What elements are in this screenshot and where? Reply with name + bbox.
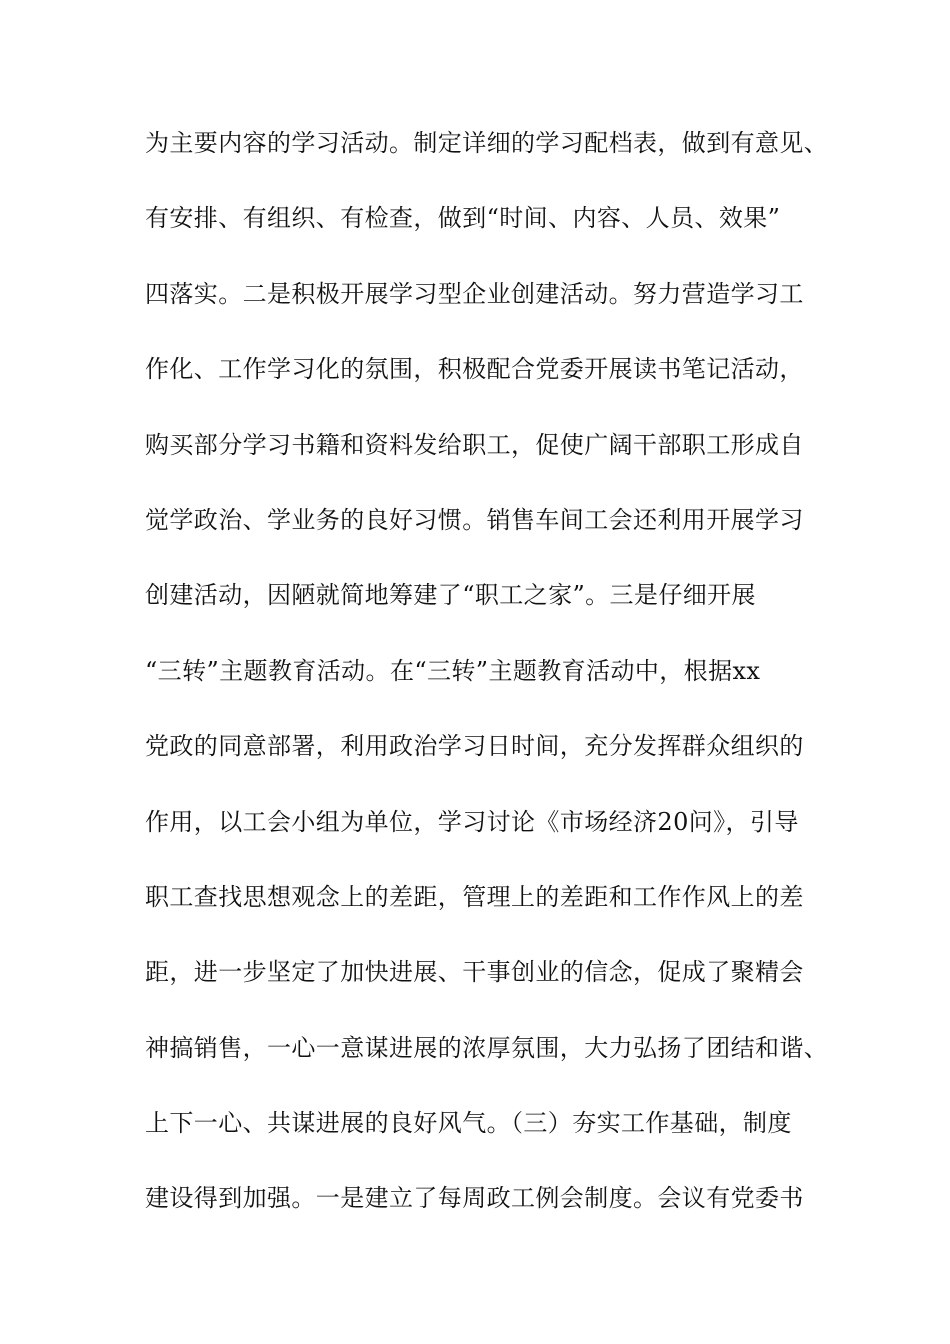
text-line: 作用，以工会小组为单位，学习讨论《市场经济20问》，引导 (145, 807, 799, 836)
text-line: 建设得到加强。一是建立了每周政工例会制度。会议有党委书 (145, 1184, 804, 1213)
text-line: 有安排、有组织、有检查，做到“时间、内容、人员、效果” (145, 204, 781, 233)
text-line: 四落实。二是积极开展学习型企业创建活动。努力营造学习工 (145, 279, 804, 308)
text-line: 神搞销售，一心一意谋进展的浓厚氛围，大力弘扬了团结和谐、 (145, 1033, 829, 1062)
body-text (145, 128, 845, 1259)
text-line: 职工查找思想观念上的差距，管理上的差距和工作作风上的差 (145, 882, 804, 911)
text-line: 党政的同意部署，利用政治学习日时间，充分发挥群众组织的 (145, 732, 804, 761)
text-line: 觉学政治、学业务的良好习惯。销售车间工会还利用开展学习 (145, 505, 804, 534)
text-line: 上下一心、共谋进展的良好风气。（三）夯实工作基础，制度 (145, 1109, 792, 1138)
text-line: 购买部分学习书籍和资料发给职工，促使广阔干部职工形成自 (145, 430, 804, 459)
text-line: 创建活动，因陋就简地筹建了“职工之家”。三是仔细开展 (145, 581, 756, 610)
text-line: 作化、工作学习化的氛围，积极配合党委开展读书笔记活动， (145, 355, 804, 384)
text-line: 为主要内容的学习活动。制定详细的学习配档表，做到有意见、 (145, 129, 829, 157)
text-line: 距，进一步坚定了加快进展、干事创业的信念，促成了聚精会 (145, 958, 804, 987)
text-line: “三转”主题教育活动。在“三转”主题教育活动中，根据xx (145, 656, 761, 685)
